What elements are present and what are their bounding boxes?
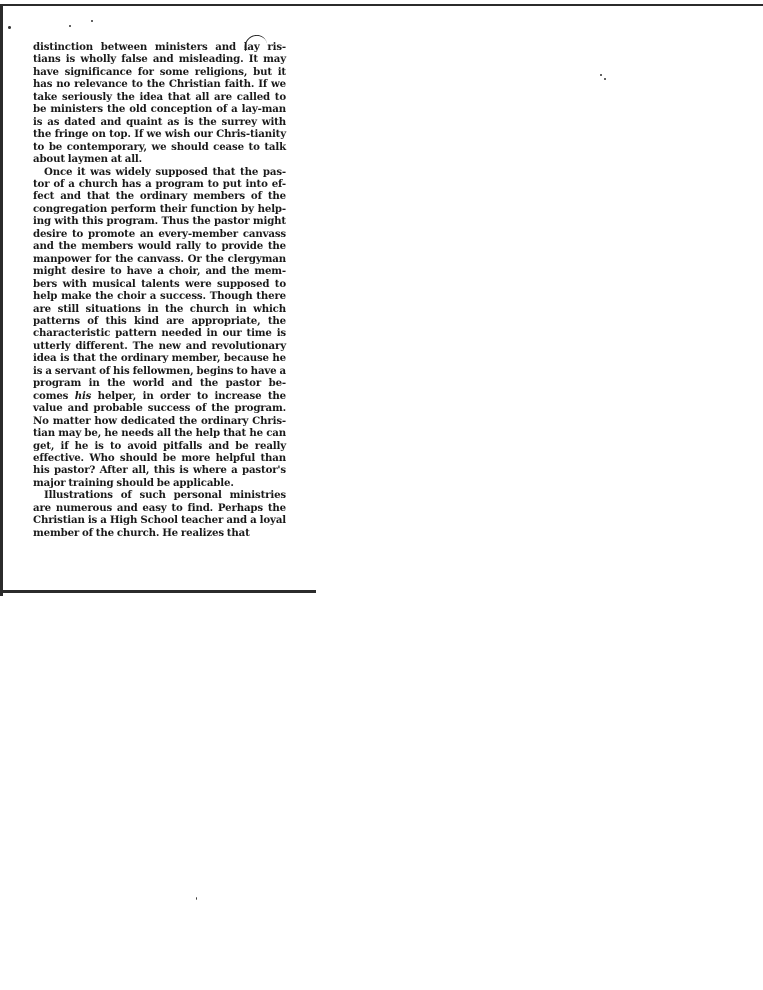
- paragraph-3: Illustrations of such personal ministries are numerous and easy to find. Perhaps the Christian is a High School teacher and a loyal member of the church. He realizes that: [33, 489, 286, 539]
- top-border-rule: [0, 4, 763, 6]
- paragraph-2-text-a: Once it was widely supposed that the pas-tor of a church has a program to put into ef-fect and that the ordinary members of the congregation perform their function by help-ing with this program. Thus the pastor might desire to promote an every-member canvass and the members would rally to provide the manpower for the canvass. Or the clergyman might desire to have a choir, and the mem-bers with musical talents were supposed to help make the choir a success. Though there are still situations in the church in which patterns of this kind are appropriate, the characteristic pattern needed in our time is utterly different. The new and revolutionary idea is that the ordinary member, because he is a servant of his fellowmen, begins to have a program in the world and the pastor be-comes: [33, 165, 286, 402]
- column-bottom-rule: [0, 590, 316, 593]
- scan-speck: [69, 25, 71, 27]
- emphasis-his: his: [74, 389, 92, 402]
- paragraph-2-text-b: helper, in order to increase the value and probable success of the program. No matter how dedicated the ordinary Chris-tian may be, he needs all the help that he can get, if he is to avoid pitfalls and be really effective. Who should be more helpful than his pastor? After all, this is where a pastor's major training should be applicable.: [33, 389, 286, 489]
- article-column: [33, 41, 286, 539]
- scan-speck: [600, 74, 602, 76]
- left-border-rule: [0, 6, 3, 596]
- paragraph-2: [33, 166, 286, 490]
- scan-speck: [91, 20, 93, 22]
- paragraph-1: distinction between ministers and lay ris-tians is wholly false and misleading. It may have significance for some religions, but it has no relevance to the Christian faith. If we take seriously the idea that all are called to be ministers the old conception of a lay-man is as dated and quaint as is the surrey with the fringe on top. If we wish our Chris-tianity to be contemporary, we should cease to talk about laymen at all.: [33, 41, 286, 166]
- scan-speck: [8, 26, 11, 29]
- scan-speck: [604, 78, 606, 80]
- scan-speck: [196, 897, 197, 900]
